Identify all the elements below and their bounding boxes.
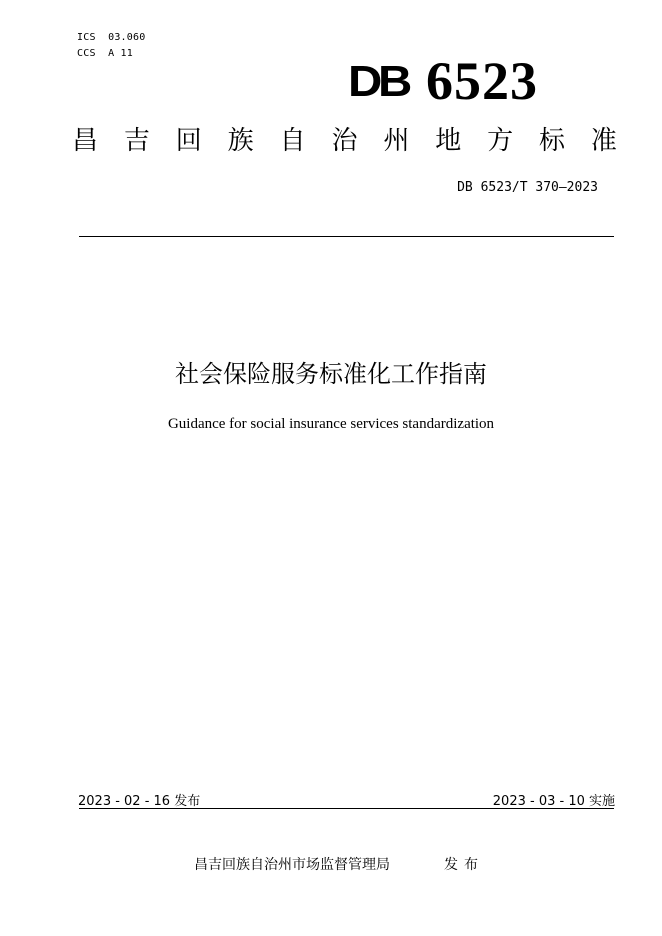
ccs-code: CCS A 11 [77,48,133,59]
org-title-char: 回 [175,126,202,156]
db-logo-number: 6523 [426,51,538,111]
top-divider [79,236,614,237]
standard-number: DB 6523/T 370—2023 [457,180,598,195]
org-title-char: 方 [487,126,514,156]
org-title-char: 治 [331,126,358,156]
bottom-divider [79,808,614,809]
org-title-char: 族 [227,126,254,156]
document-title-en: Guidance for social insurance services standardization [167,416,495,432]
org-title-char: 州 [383,126,410,156]
org-standard-title [72,128,617,154]
publisher-name: 昌吉回族自治州市场监督管理局 [194,857,390,873]
org-title-char: 标 [539,126,566,156]
org-title-char: 自 [279,126,306,156]
document-title-zh: 社会保险服务标准化工作指南 [175,360,487,388]
implementation-date: 2023 - 03 - 10 实施 [492,794,615,809]
ics-code: ICS 03.060 [77,32,146,43]
issue-date: 2023 - 02 - 16 发布 [78,794,201,809]
db-logo: DB [348,57,409,106]
org-title-char: 地 [435,126,462,156]
org-title-char: 吉 [123,126,150,156]
org-title-char: 准 [590,126,617,156]
publish-label: 发布 [444,857,484,873]
org-title-char: 昌 [72,126,99,156]
